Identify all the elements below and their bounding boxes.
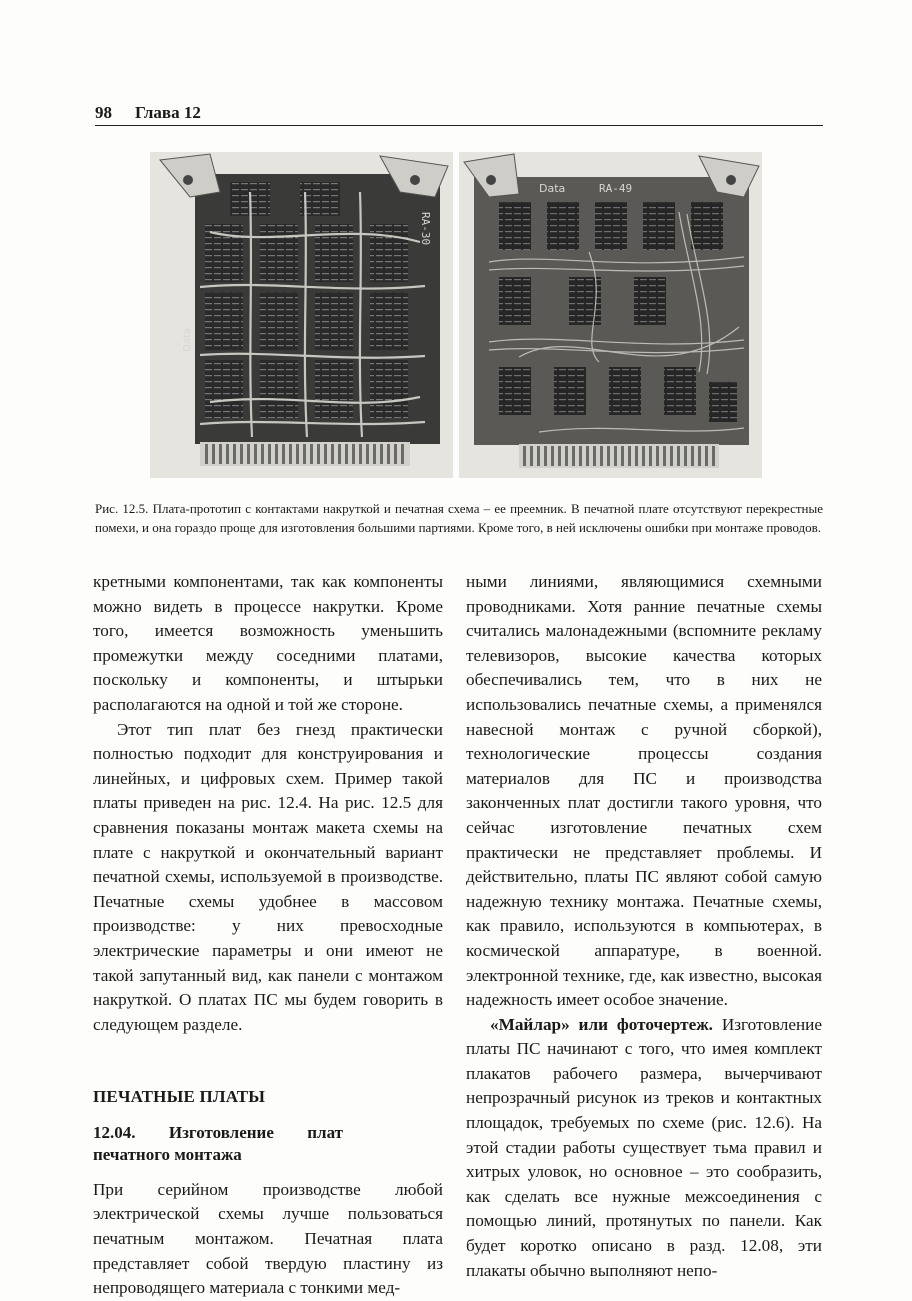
board-label-side: Data	[182, 328, 193, 352]
left-column	[93, 570, 443, 1301]
board-label-top: RA-49	[599, 182, 633, 195]
paragraph-lead: «Майлар» или фоточертеж.	[490, 1014, 713, 1034]
paragraph: ными линиями, являющимися схемными проводниками. Хотя ранние печатные схемы считались малонадежными (вспомните рекламу телевизоров, высокие качества которых обеспечивались тем, что в них не использовались печатные схемы, а применялся навесной монтаж с ручной сборкой), технологические процессы создания материалов для ПС и производства законченных плат достигли такого уровня, что сейчас изготовление печатных схем практически не представляет проблемы. И действительно, платы ПС являют собой самую надежную технику монтажа. Печатные схемы, как правило, используются в компьютерах, в космической аппаратуре, в военной. электронной технике, где, как известно, высокая надежность имеет особое значение.	[466, 572, 822, 1010]
page-header	[95, 103, 823, 126]
paragraph: Этот тип плат без гнезд практически полностью подходит для конструирования и линейных, и цифровых схем. Пример такой платы приведен на рис. 12.4. На рис. 12.5 для сравнения показаны монтаж макета схемы на плате с накруткой и окончательный вариант печатной схемы, используемой в производстве. Печатные схемы удобнее в массовом производстве: у них превосходные электрические параметры и они имеют не такой запутанный вид, как панели с монтажом накруткой. О платах ПС мы будем говорить в следующем разделе.	[93, 719, 443, 1034]
board-label-top: RA-30	[419, 212, 432, 246]
paragraph-text: Изготовление платы ПС начинают с того, что имея комплект плакатов рабочего размера, вычерчивают непрозрачный рисунок из треков и контактных площадок, требуемых по схеме (рис. 12.6). На этой стадии работы существует тьма правил и хитрых уловок, но основное – это сообразить, как сделать все нужные межсоединения с помощью линий, протянутых по панели. Как будет коротко описано в разд. 12.08, эти плакаты обычно выполняют непо-	[466, 1014, 823, 1280]
paragraph	[466, 1013, 822, 1284]
board-label-side: Data	[539, 182, 566, 195]
page-number: 98	[95, 103, 112, 122]
figure-caption: Рис. 12.5. Плата-прототип с контактами накруткой и печатная схема – ее преемник. В печатной плате отсутствуют перекрестные помехи, и она гораздо проще для изготовления большими партиями. Кроме того, в ней исключены ошибки при монтаже проводов.	[95, 501, 823, 535]
printed-circuit-board-photo	[459, 152, 762, 478]
paragraph: кретными компонентами, так как компоненты можно видеть в процессе накрутки. Кроме того, имеется возможность уменьшить промежутки между соседними платами, поскольку и компоненты, и штырьки располагаются на одной и той же стороне.	[93, 572, 443, 714]
right-column	[466, 570, 822, 1283]
wire-wrap-board-photo	[150, 152, 453, 478]
section-heading: ПЕЧАТНЫЕ ПЛАТЫ	[93, 1087, 266, 1107]
paragraph: При серийном производстве любой электрической схемы лучше пользоваться печатным монтажом. Печатная плата представляет собой твердую пластину из непроводящего материала с тонкими мед-	[93, 1179, 443, 1298]
chapter-title: Глава 12	[135, 103, 201, 122]
subsection-heading: 12.04. Изготовление плат печатного монтажа	[93, 1122, 343, 1164]
figure-12-5	[150, 152, 762, 478]
